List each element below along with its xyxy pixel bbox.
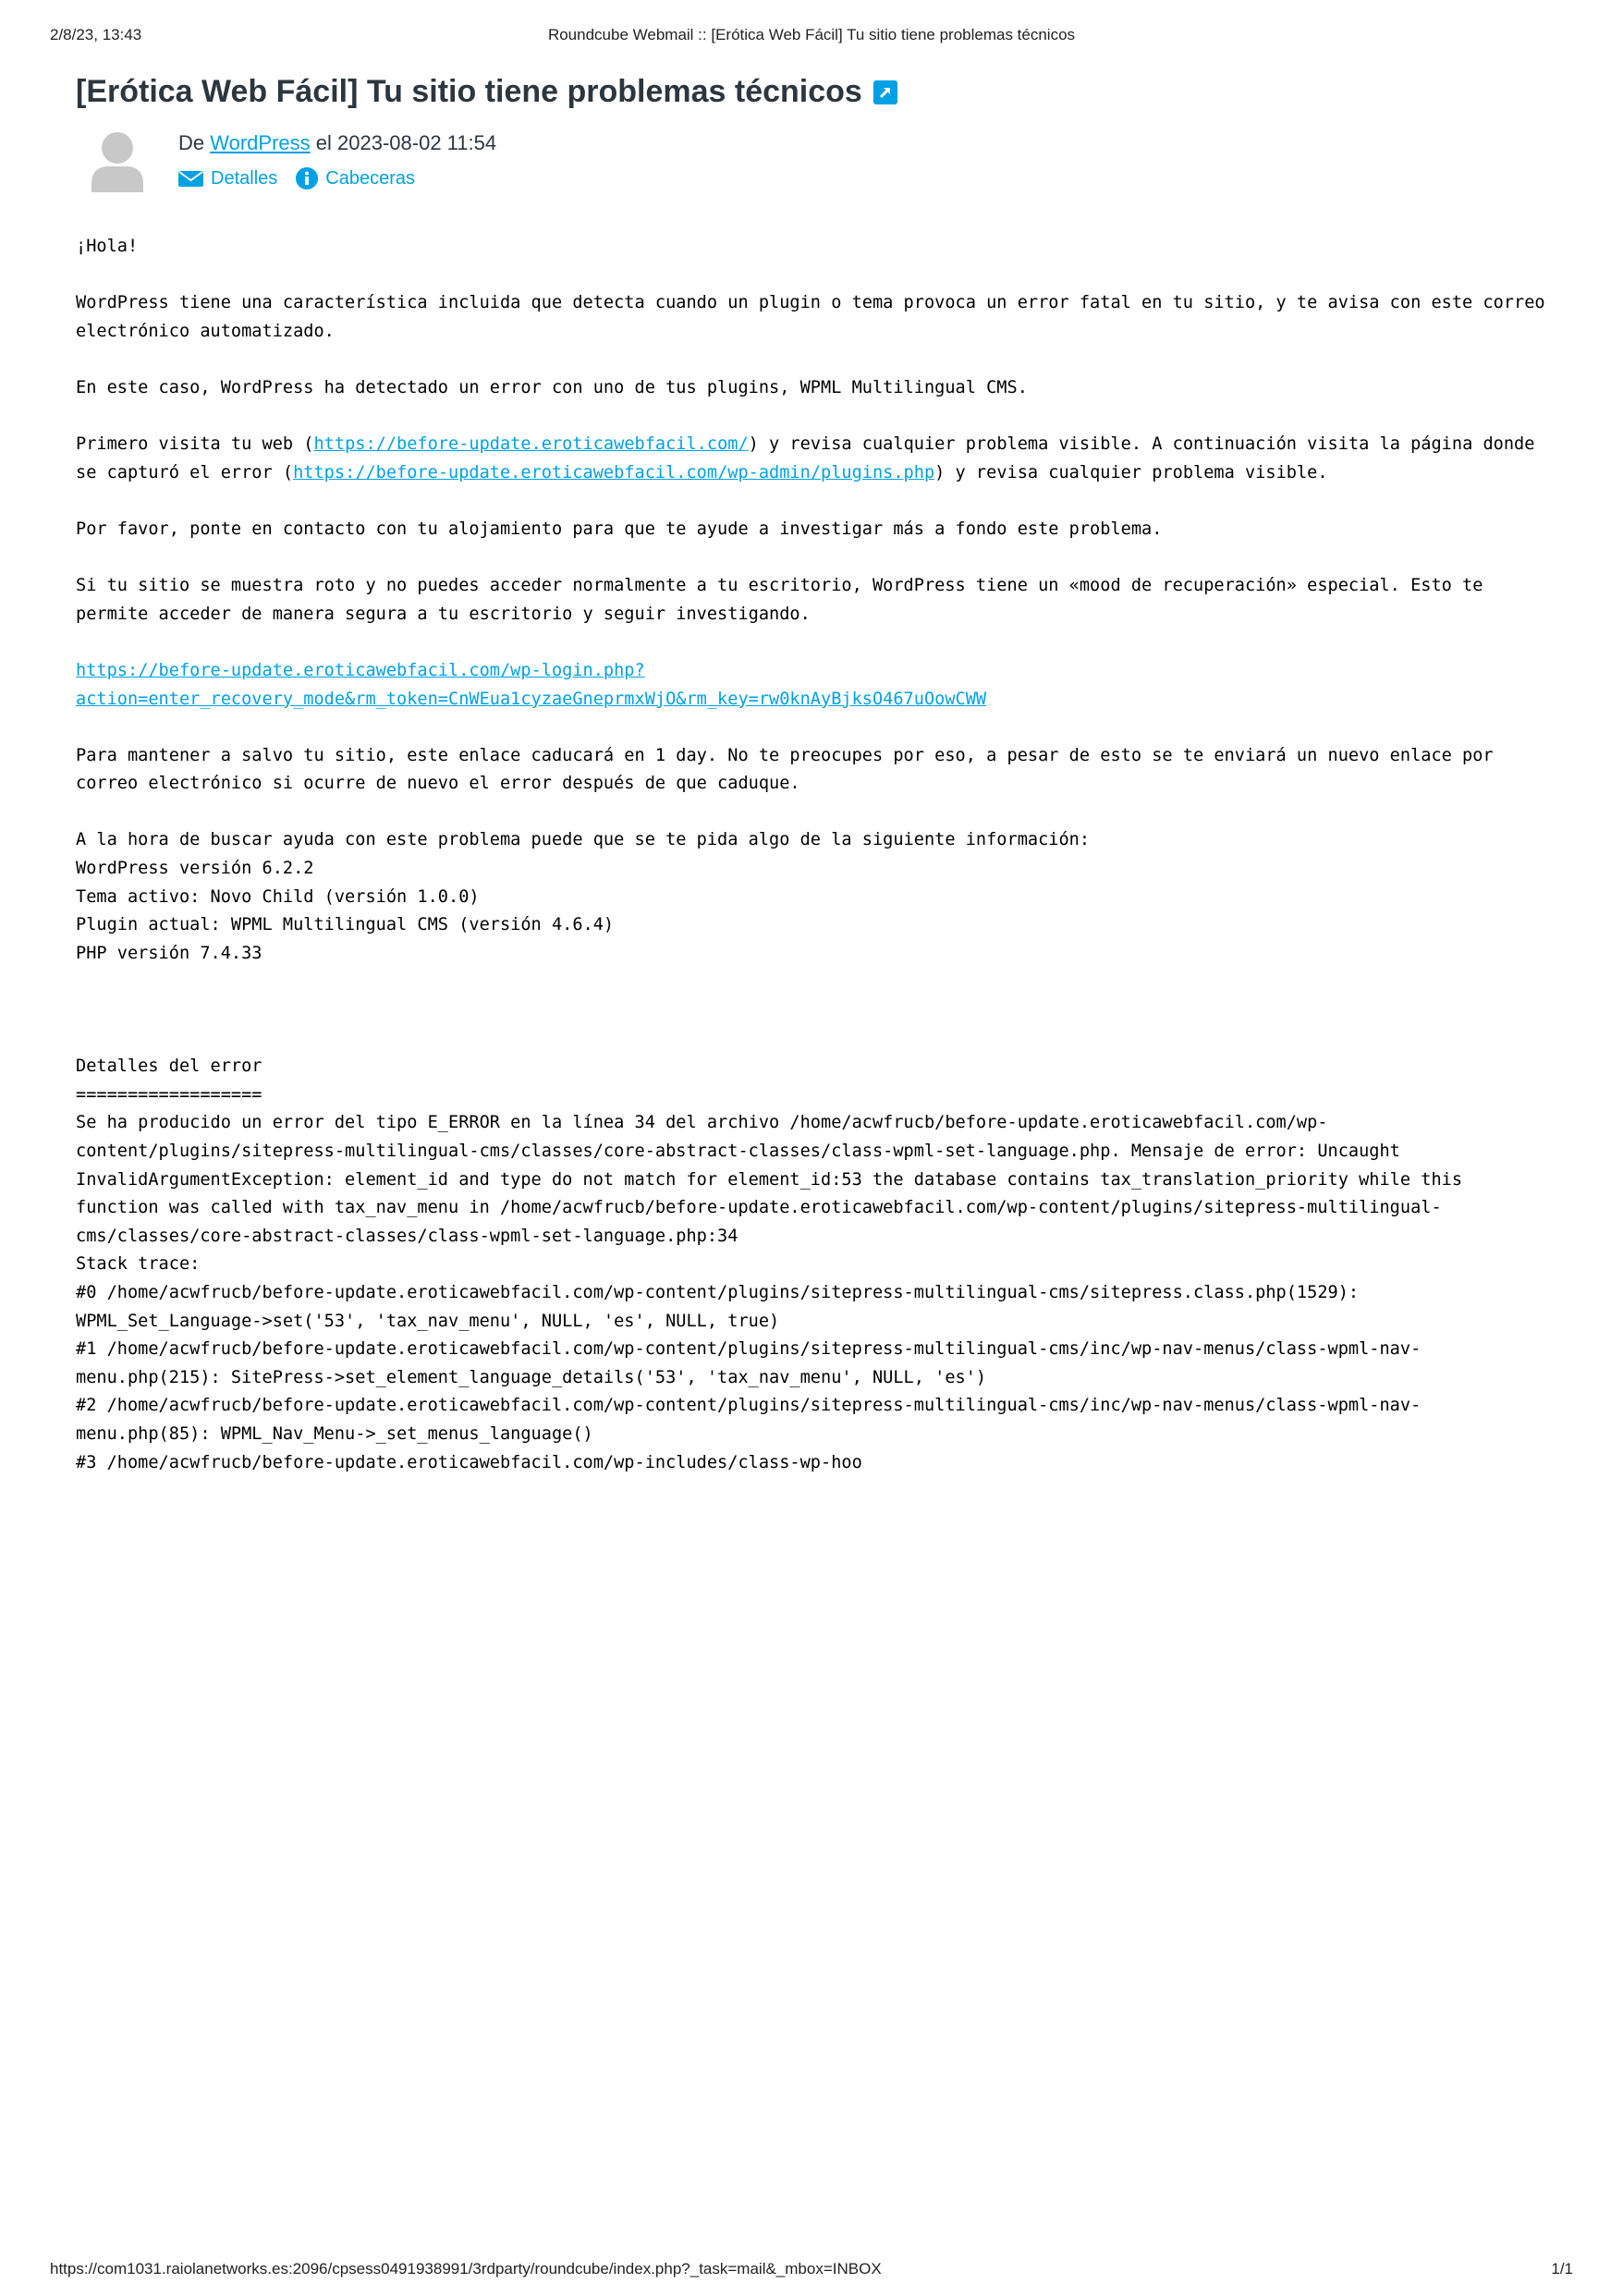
body-p5-line2: permite acceder de manera segura a tu escritorio y seguir investigando.	[76, 604, 811, 624]
error-line: Se ha producido un error del tipo E_ERROR en la línea 34 del archivo /home/acwfrucb/before-update.eroticawebfacil.com/wp-	[76, 1113, 1328, 1133]
error-line: #3 /home/acwfrucb/before-update.eroticawebfacil.com/wp-includes/class-wp-hoo	[76, 1452, 862, 1472]
body-p4: Por favor, ponte en contacto con tu alojamiento para que te ayude a investigar más a fondo este problema.	[76, 519, 1163, 539]
body-p3-post2: ) y revisa cualquier problema visible.	[934, 462, 1328, 482]
info-wp-version: WordPress versión 6.2.2	[76, 859, 314, 879]
recovery-link-line1: https://before-update.eroticawebfacil.com/wp-login.php?	[76, 660, 645, 680]
site-link[interactable]: https://before-update.eroticawebfacil.com/	[313, 434, 749, 455]
message-body	[76, 233, 1564, 1477]
info-theme: Tema activo: Novo Child (versión 1.0.0)	[76, 886, 480, 907]
error-heading: Detalles del error	[76, 1056, 262, 1077]
body-p6-line1: Para mantener a salvo tu sitio, este enlace caducará en 1 day. No te preocupes por eso, a pesar de esto se te enviará un nuevo enlace por	[76, 745, 1494, 765]
body-p2: En este caso, WordPress ha detectado un error con uno de tus plugins, WPML Multilingual CMS.	[76, 377, 1028, 397]
error-line: cms/classes/core-abstract-classes/class-wpml-set-language.php:34	[76, 1226, 738, 1246]
body-p3-pre2: se capturó el error (	[76, 462, 294, 482]
error-line: #2 /home/acwfrucb/before-update.eroticawebfacil.com/wp-content/plugins/sitepress-multilingual-cms/inc/wp-nav-menus/class-wpml-nav-	[76, 1396, 1422, 1416]
info-plugin: Plugin actual: WPML Multilingual CMS (versión 4.6.4)	[76, 915, 615, 935]
error-rule: ==================	[76, 1084, 262, 1105]
error-line: function was called with tax_nav_menu in /home/acwfrucb/before-update.eroticawebfacil.com/wp-content/plugins/sitepress-multilingual-	[76, 1198, 1442, 1218]
print-header	[50, 26, 1573, 48]
error-line: WPML_Set_Language->set('53', 'tax_nav_menu', NULL, 'es', NULL, true)	[76, 1311, 780, 1331]
sender-link[interactable]: WordPress	[210, 131, 311, 154]
sender-avatar	[90, 129, 145, 192]
print-datetime: 2/8/23, 13:43	[50, 26, 142, 43]
recovery-link-line2: action=enter_recovery_mode&rm_token=CnWEua1cyzaeGneprmxWjO&rm_key=rw0knAyBjksO467uOowCWW	[76, 689, 987, 709]
print-url: https://com1031.raiolanetworks.es:2096/cpsess0491938991/3rdparty/roundcube/index.php?_task=mail&_mbox=INBOX	[50, 2260, 882, 2278]
recovery-link[interactable]	[76, 661, 986, 709]
plugins-page-link[interactable]: https://before-update.eroticawebfacil.com/wp-admin/plugins.php	[293, 462, 935, 482]
envelope-icon	[178, 169, 203, 188]
message-subject	[76, 74, 897, 110]
body-greeting: ¡Hola!	[76, 237, 139, 256]
external-link-icon[interactable]	[873, 80, 897, 104]
error-line: #1 /home/acwfrucb/before-update.eroticawebfacil.com/wp-content/plugins/sitepress-multilingual-cms/inc/wp-nav-menus/class-wpml-nav-	[76, 1339, 1422, 1360]
print-page-number: 1/1	[1551, 2260, 1573, 2278]
error-line: Stack trace:	[76, 1254, 201, 1275]
body-p3-post1: ) y revisa cualquier problema visible. A continuación visita la página donde	[748, 434, 1535, 455]
body-p3-pre1: Primero visita tu web (	[76, 434, 314, 455]
error-line: menu.php(85): WPML_Nav_Menu->_set_menus_language()	[76, 1423, 593, 1444]
info-intro: A la hora de buscar ayuda con este problema puede que se te pida algo de la siguiente información:	[76, 830, 1091, 850]
message-date: 2023-08-02 11:54	[337, 131, 497, 154]
headers-link[interactable]	[296, 167, 415, 189]
subject-text: [Erótica Web Fácil] Tu sitio tiene problemas técnicos	[76, 74, 862, 109]
print-page-title: Roundcube Webmail :: [Erótica Web Fácil] Tu sitio tiene problemas técnicos	[547, 26, 1076, 43]
info-php-version: PHP versión 7.4.33	[76, 943, 262, 963]
body-p5-line1: Si tu sitio se muestra roto y no puedes acceder normalmente a tu escritorio, WordPress tiene un «mood de recuperación» especial. Esto te	[76, 576, 1483, 596]
error-line: menu.php(215): SitePress->set_element_language_details('53', 'tax_nav_menu', NULL, 'es')	[76, 1367, 987, 1387]
error-line: content/plugins/sitepress-multilingual-cms/classes/core-abstract-classes/class-wpml-set-language.php. Mensaje de error: Uncaught	[76, 1142, 1400, 1161]
from-prefix: De	[178, 131, 205, 154]
headers-label: Cabeceras	[325, 167, 415, 189]
info-circle-icon	[296, 167, 318, 189]
body-p6-line2: correo electrónico si ocurre de nuevo el error después de que caduque.	[76, 774, 800, 794]
body-p1-line2: electrónico automatizado.	[76, 321, 335, 341]
details-label: Detalles	[211, 167, 278, 189]
body-p1-line1: WordPress tiene una característica incluida que detecta cuando un plugin o tema provoca un error fatal en tu sitio, y te avisa con este correo	[76, 293, 1545, 313]
from-line	[178, 131, 496, 155]
print-footer	[50, 2260, 1573, 2282]
header-links	[178, 167, 433, 189]
date-connector: el	[315, 131, 332, 154]
error-line: InvalidArgumentException: element_id and type do not match for element_id:53 the database contains tax_translation_priority while this	[76, 1169, 1463, 1190]
details-link[interactable]	[178, 168, 277, 189]
error-line: #0 /home/acwfrucb/before-update.eroticawebfacil.com/wp-content/plugins/sitepress-multilingual-cms/sitepress.class.php(1529):	[76, 1282, 1360, 1302]
